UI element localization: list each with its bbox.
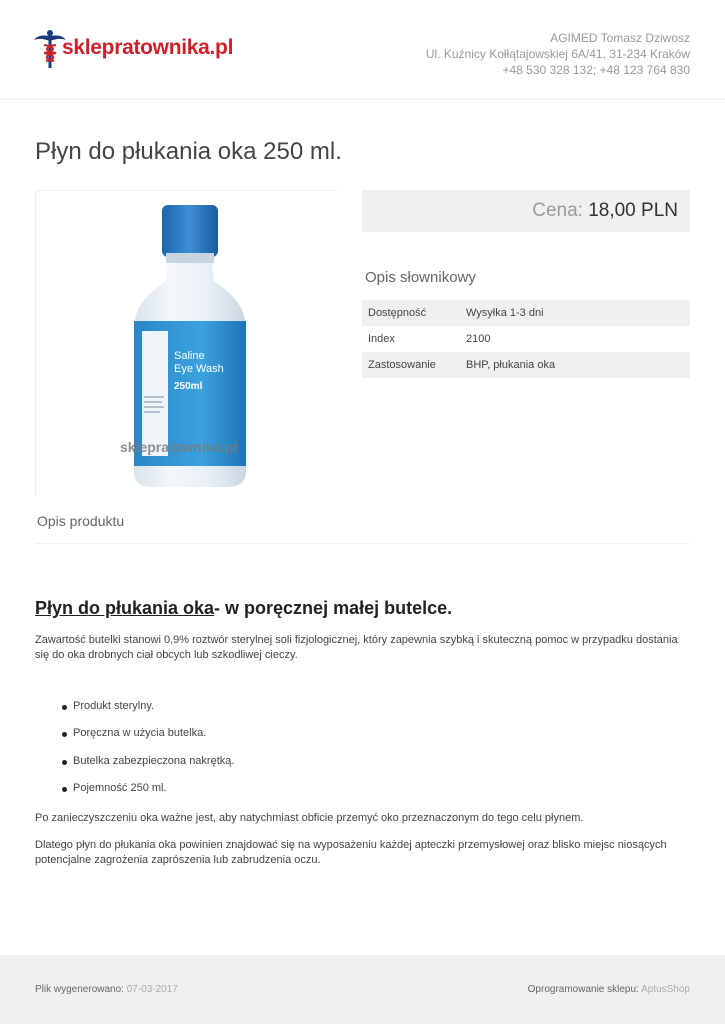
dict-key: Zastosowanie — [368, 359, 436, 371]
description-paragraph-3: Dlatego płyn do płukania oka powinien znajdować się na wyposażeniu każdej apteczki przemysłowej oraz blisko miejsc niosących potencjalne zagrożenia zaprószenia lub zabrudzenia oczu. — [35, 839, 667, 866]
heading-rest: - w poręcznej małej butelce. — [214, 598, 453, 618]
software-link[interactable]: AptusShop — [641, 984, 690, 995]
table-row — [362, 352, 690, 378]
description-heading — [35, 598, 452, 619]
product-image[interactable] — [35, 190, 338, 495]
price-value: 18,00 PLN — [588, 200, 678, 221]
generated-label: Plik wygenerowano: — [35, 984, 124, 995]
dict-value: BHP, płukania oka — [466, 359, 556, 371]
generated-info — [35, 984, 178, 995]
price-label: Cena: — [532, 200, 583, 221]
heading-link[interactable]: Płyn do płukania oka — [35, 598, 215, 618]
dictionary-table — [362, 300, 690, 378]
image-watermark: sklepratownika.pl — [120, 439, 238, 455]
table-row — [362, 326, 690, 352]
company-phones: +48 530 328 132; +48 123 764 830 — [502, 63, 690, 77]
software-label: Oprogramowanie sklepu: — [527, 984, 639, 995]
company-info — [426, 30, 690, 78]
feature-list — [62, 700, 234, 809]
list-item: Pojemność 250 ml. — [62, 782, 234, 809]
dictionary-title: Opis słownikowy — [365, 269, 476, 286]
generated-date: 07-03-2017 — [126, 984, 178, 995]
dict-value: Wysyłka 1-3 dni — [466, 307, 544, 319]
price-box — [362, 190, 690, 232]
logo-text: sklepratownika.pl — [62, 36, 234, 59]
shop-logo[interactable] — [34, 28, 234, 70]
description-paragraph-2: Po zanieczyszczeniu oka ważne jest, aby natychmiast obficie przemyć oko przeznaczonym do tego celu płynem. — [35, 812, 584, 824]
company-name: AGIMED Tomasz Dziwosz — [550, 31, 690, 45]
table-row — [362, 300, 690, 326]
company-address: Ul. Kuźnicy Kołłątajowskiej 6A/41, 31-234 Kraków — [425, 47, 690, 61]
software-info — [528, 984, 690, 995]
product-title: Płyn do płukania oka 250 ml. — [35, 138, 342, 165]
page-footer — [0, 955, 725, 1024]
page-header — [0, 0, 725, 100]
price — [532, 200, 678, 222]
description-intro: Zawartość butelki stanowi 0,9% roztwór sterylnej soli fizjologicznej, który zapewnia szybką i skuteczną pomoc w przypadku dostania się do oka drobnych ciał obcych lub szkodliwej cieczy. — [35, 634, 678, 661]
bottle-label-line1: Saline — [174, 350, 205, 362]
list-item: Butelka zabezpieczona nakrętką. — [62, 755, 234, 782]
bottle-illustration — [36, 191, 338, 495]
divider — [35, 543, 690, 544]
bottle-label-line2: Eye Wash — [174, 363, 224, 375]
dict-key: Index — [368, 333, 395, 345]
bottle-label-volume: 250ml — [174, 381, 203, 392]
list-item: Produkt sterylny. — [62, 700, 234, 727]
list-item: Poręczna w użycia butelka. — [62, 727, 234, 754]
dict-key: Dostępność — [368, 307, 427, 319]
description-section-title: Opis produktu — [37, 513, 125, 529]
dict-value: 2100 — [466, 333, 491, 345]
